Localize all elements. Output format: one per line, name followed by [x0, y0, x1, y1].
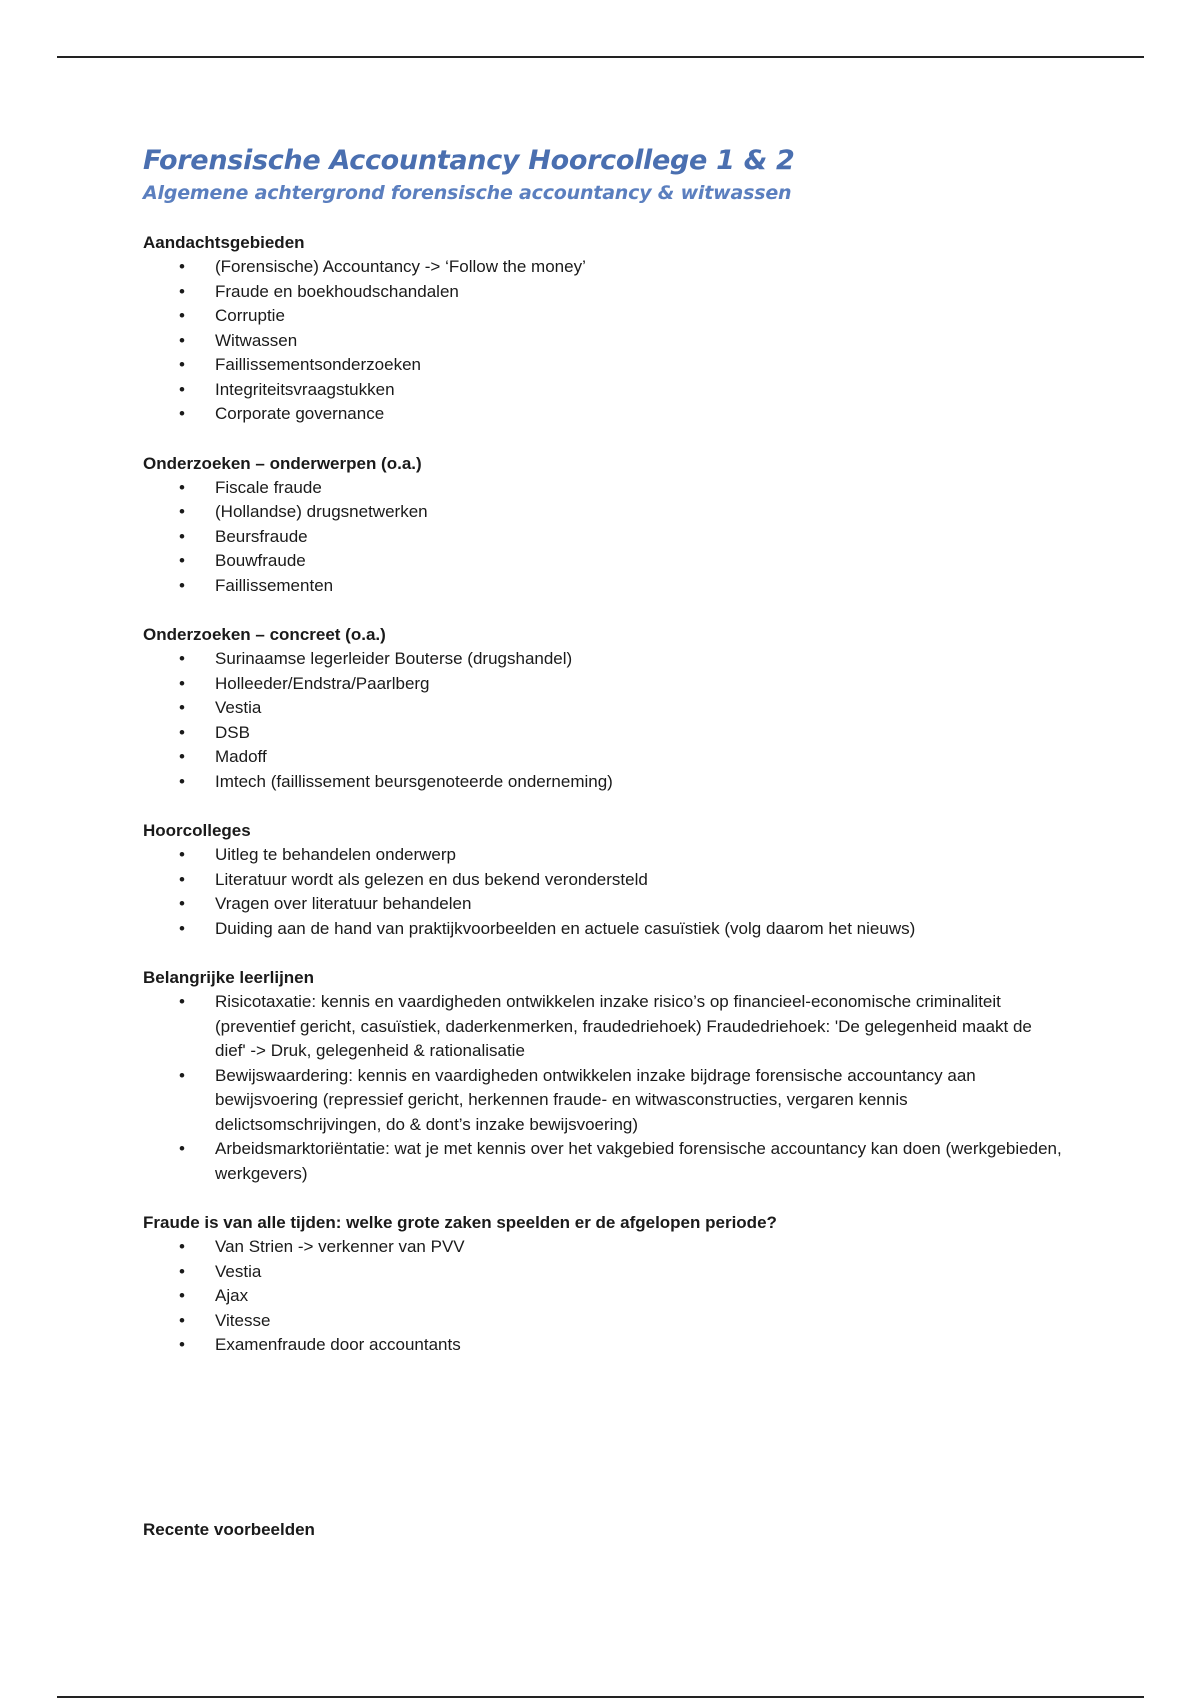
list-item-text: Vragen over literatuur behandelen: [215, 894, 472, 913]
section: [143, 231, 1063, 427]
list-item-text: Fraude en boekhoudschandalen: [215, 281, 459, 301]
bullet-icon: •: [179, 845, 185, 864]
section-heading: Onderzoeken – onderwerpen (o.a.): [143, 453, 422, 473]
list-item-text: (Forensische) Accountancy -> ‘Follow the money’: [215, 257, 586, 276]
list-item: [143, 353, 1063, 378]
bullet-icon: •: [179, 1065, 185, 1085]
bullet-icon: •: [179, 1335, 185, 1354]
bullet-icon: •: [179, 649, 185, 668]
list-item-text: Beursfraude: [215, 526, 308, 546]
list-item: [143, 696, 1063, 721]
list-item-text: Vitesse: [215, 1310, 271, 1330]
bullet-icon: •: [179, 281, 185, 301]
bullet-list: [143, 990, 1063, 1186]
section: [143, 623, 1063, 794]
list-item-text: Bewijswaardering: kennis en vaardigheden ontwikkelen inzake bijdrage forensische accountancy aan bewijsvoering (repressief gericht, herkennen fraude- en witwasconstructies, vergaren kennis delictsomschrijvingen, do & dont’s inzake bewijsvoering): [215, 1065, 976, 1134]
list-item-text: Corporate governance: [215, 404, 385, 423]
list-item-text: Uitleg te behandelen onderwerp: [215, 845, 457, 864]
section-list: [143, 231, 1063, 1358]
list-item: [143, 378, 1063, 403]
bullet-icon: •: [179, 894, 185, 913]
bullet-icon: •: [179, 1139, 185, 1158]
list-item-text: Faillissementsonderzoeken: [215, 355, 421, 374]
bullet-icon: •: [179, 698, 185, 717]
list-item: [143, 476, 1063, 501]
bullet-icon: •: [179, 404, 185, 423]
bullet-icon: •: [179, 771, 185, 791]
bullet-icon: •: [179, 869, 185, 889]
section: [143, 966, 1063, 1186]
list-item: [143, 892, 1063, 917]
list-item: [143, 500, 1063, 525]
bullet-list: [143, 476, 1063, 599]
section: [143, 452, 1063, 599]
bullet-icon: •: [179, 551, 185, 570]
list-item-text: Madoff: [215, 747, 267, 766]
list-item: [143, 868, 1063, 893]
list-item: [143, 990, 1063, 1064]
bullet-icon: •: [179, 477, 185, 497]
list-item: [143, 255, 1063, 280]
document-body: [143, 143, 1063, 1542]
section-heading: Hoorcolleges: [143, 821, 251, 840]
list-item-text: Faillissementen: [215, 575, 334, 595]
list-item: [143, 1333, 1063, 1358]
bullet-icon: •: [179, 1286, 185, 1305]
list-item-text: Witwassen: [215, 330, 298, 350]
bullet-icon: •: [179, 1310, 185, 1330]
list-item: [143, 721, 1063, 746]
list-item-text: Examenfraude door accountants: [215, 1335, 461, 1354]
list-item-text: Integriteitsvraagstukken: [215, 379, 395, 399]
list-item-text: Corruptie: [215, 306, 285, 325]
list-item: [143, 1137, 1063, 1186]
bullet-list: [143, 843, 1063, 941]
bullet-list: [143, 255, 1063, 427]
list-item: [143, 525, 1063, 550]
list-item-text: Fiscale fraude: [215, 477, 322, 497]
bullet-icon: •: [179, 918, 185, 938]
footer-rule: [57, 1696, 1144, 1698]
document-subtitle: Algemene achtergrond forensische accountancy & witwassen: [143, 182, 792, 204]
list-item-text: Duiding aan de hand van praktijkvoorbeelden en actuele casuïstiek (volg daarom het nieuws): [215, 918, 916, 938]
blank-space: [143, 1383, 1063, 1518]
list-item: [143, 1235, 1063, 1260]
section-heading: Belangrijke leerlijnen: [143, 968, 315, 987]
bullet-icon: •: [179, 673, 185, 693]
list-item: [143, 647, 1063, 672]
bullet-icon: •: [179, 747, 185, 766]
bullet-icon: •: [179, 1261, 185, 1281]
list-item-text: Van Strien -> verkenner van PVV: [215, 1237, 465, 1256]
section-heading: Aandachtsgebieden: [143, 233, 305, 252]
bullet-icon: •: [179, 526, 185, 546]
list-item: [143, 843, 1063, 868]
list-item: [143, 304, 1063, 329]
list-item: [143, 1309, 1063, 1334]
bullet-icon: •: [179, 257, 185, 276]
list-item: [143, 770, 1063, 795]
list-item: [143, 329, 1063, 354]
bullet-icon: •: [179, 1237, 185, 1256]
list-item-text: (Hollandse) drugsnetwerken: [215, 502, 428, 521]
header-rule: [57, 56, 1144, 58]
list-item: [143, 745, 1063, 770]
list-item-text: Surinaamse legerleider Bouterse (drugshandel): [215, 649, 573, 668]
list-item-text: Literatuur wordt als gelezen en dus bekend verondersteld: [215, 869, 648, 889]
bullet-icon: •: [179, 306, 185, 325]
list-item: [143, 672, 1063, 697]
list-item: [143, 1064, 1063, 1138]
list-item: [143, 1260, 1063, 1285]
section: [143, 1211, 1063, 1358]
document-title: Forensische Accountancy Hoorcollege 1 & 2: [143, 145, 795, 176]
list-item: [143, 280, 1063, 305]
bullet-icon: •: [179, 502, 185, 521]
list-item-text: Holleeder/Endstra/Paarlberg: [215, 673, 430, 693]
bullet-list: [143, 647, 1063, 794]
list-item-text: Risicotaxatie: kennis en vaardigheden ontwikkelen inzake risico’s op financieel-economische criminaliteit (preventief gericht, casuïstiek, daderkenmerken, fraudedriehoek) Fraudedriehoek: 'De gelegenheid maakt de dief' -> Druk, gelegenheid & rationalisatie: [215, 992, 1032, 1060]
bullet-icon: •: [179, 379, 185, 399]
section-heading: Onderzoeken – concreet (o.a.): [143, 625, 386, 644]
list-item-text: Ajax: [215, 1286, 249, 1305]
list-item: [143, 549, 1063, 574]
list-item: [143, 402, 1063, 427]
list-item-text: Imtech (faillissement beursgenoteerde onderneming): [215, 771, 613, 791]
list-item: [143, 574, 1063, 599]
section: [143, 819, 1063, 941]
list-item-text: Arbeidsmarktoriëntatie: wat je met kennis over het vakgebied forensische accountancy kan doen (werkgebieden, werkgevers): [215, 1139, 1062, 1183]
section-heading: Fraude is van alle tijden: welke grote zaken speelden er de afgelopen periode?: [143, 1213, 777, 1232]
bullet-icon: •: [179, 330, 185, 350]
bullet-icon: •: [179, 355, 185, 374]
section-heading-recente-voorbeelden: Recente voorbeelden: [143, 1519, 315, 1539]
list-item-text: Vestia: [215, 698, 262, 717]
list-item-text: Bouwfraude: [215, 551, 306, 570]
list-item-text: DSB: [215, 722, 250, 742]
list-item-text: Vestia: [215, 1261, 262, 1281]
list-item: [143, 917, 1063, 942]
bullet-icon: •: [179, 992, 185, 1011]
bullet-icon: •: [179, 722, 185, 742]
bullet-list: [143, 1235, 1063, 1358]
bullet-icon: •: [179, 575, 185, 595]
list-item: [143, 1284, 1063, 1309]
